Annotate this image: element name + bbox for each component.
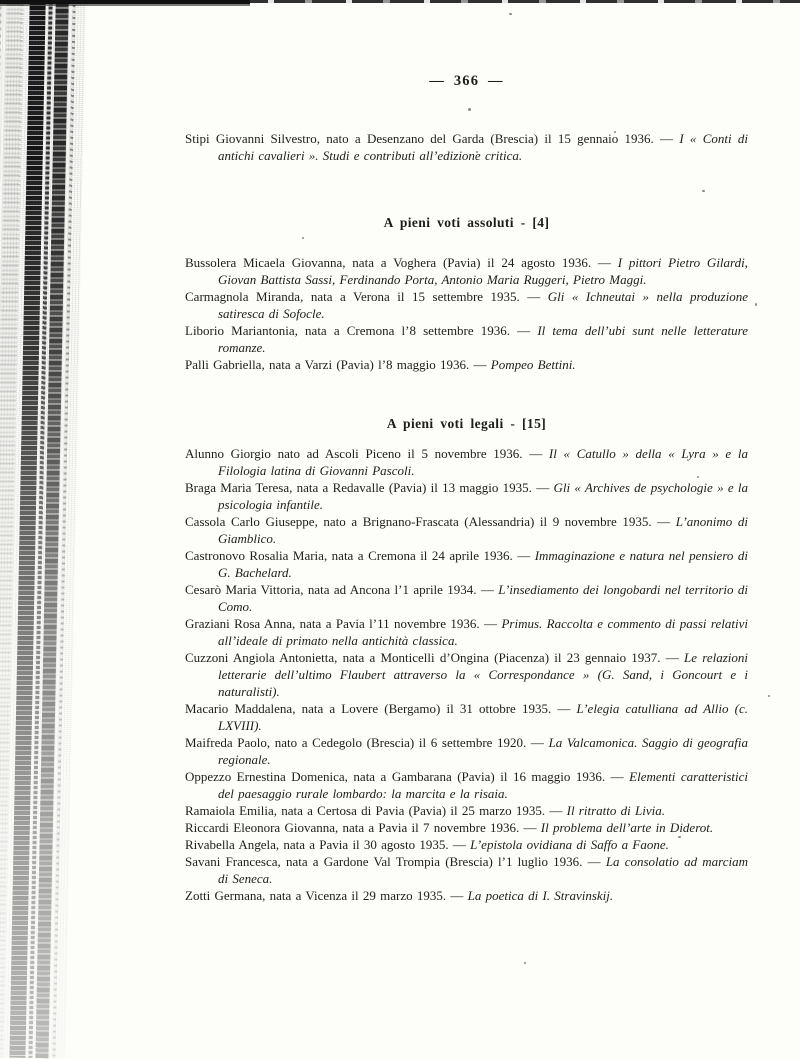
entry-title: Il ritratto di Livia. xyxy=(566,803,665,818)
thesis-entry xyxy=(185,547,748,581)
entry-list xyxy=(185,254,748,373)
thesis-entry xyxy=(185,254,748,288)
entry-text: Rivabella Angela, nata a Pavia il 30 agosto 1935. — xyxy=(185,837,471,852)
entry-title: Elementi caratteristici del paesaggio rurale lombardo: la marcita e la risaia. xyxy=(218,769,748,801)
entry-text: Macario Maddalena, nata a Lovere (Bergamo) il 31 ottobre 1935. — xyxy=(185,701,577,716)
entry-text: Ramaiola Emilia, nata a Certosa di Pavia (Pavia) il 25 marzo 1935. — xyxy=(185,803,567,818)
entry-title: Gli « Archives de psychologie » e la psicologia infantile. xyxy=(218,480,748,512)
ink-speck xyxy=(524,962,526,964)
entry-text: Maifreda Paolo, nato a Cedegolo (Brescia) il 6 settembre 1920. — xyxy=(185,735,549,750)
ink-speck xyxy=(755,303,757,306)
entry-title: L’elegia catulliana ad Allio (c. LXVIII). xyxy=(218,701,748,733)
entry-text: Cuzzoni Angiola Antonietta, nata a Monticelli d’Ongina (Piacenza) il 23 gennaio 1937. — xyxy=(185,650,685,665)
entry-text: Braga Maria Teresa, nata a Redavalle (Pavia) il 13 maggio 1935. — xyxy=(185,480,554,495)
thesis-entry xyxy=(185,853,748,887)
entry-title: Primus. Raccolta e commento di passi relativi all’ideale di primato nella antichità classica. xyxy=(218,616,749,648)
entry-text: Savani Francesca, nata a Gardone Val Trompia (Brescia) l’1 luglio 1936. — xyxy=(185,854,606,869)
entry-text: Liborio Mariantonia, nata a Cremona l’8 settembre 1936. — xyxy=(185,323,538,338)
page-content xyxy=(185,0,748,904)
entry-title: Il problema dell’arte in Diderot. xyxy=(540,820,714,835)
entry-title: Gli « Ichneutai » nella produzione satiresca di Sofocle. xyxy=(218,289,748,321)
entry-title: La consolatio ad marciam di Seneca. xyxy=(218,854,748,886)
page-number: — 366 — xyxy=(429,73,504,89)
thesis-section-assoluti xyxy=(185,214,748,373)
thesis-entry xyxy=(185,479,748,513)
thesis-entry xyxy=(185,445,748,479)
entry-text: Castronovo Rosalia Maria, nata a Cremona il 24 aprile 1936. — xyxy=(185,548,535,563)
thesis-section-lead xyxy=(185,130,748,164)
entry-title: Il « Catullo » della « Lyra » e la Filologia latina di Giovanni Pascoli. xyxy=(218,446,748,478)
entry-title: I pittori Pietro Gilardi, Giovan Battista Sassi, Ferdinando Porta, Antonio Maria Ruggeri, Pietro Maggi. xyxy=(218,255,748,287)
entry-title: L’epistola ovidiana di Saffo a Faone. xyxy=(470,837,669,852)
section-heading: A pieni voti assoluti - [4] xyxy=(383,215,550,230)
thesis-entry xyxy=(185,130,748,164)
entry-text: Stipi Giovanni Silvestro, nato a Desenzano del Garda (Brescia) il 15 gennaio 1936. — xyxy=(185,131,680,146)
entry-text: Cesarò Maria Vittoria, nata ad Ancona l’1 aprile 1934. — xyxy=(185,582,499,597)
scan-grain xyxy=(0,0,86,1059)
entry-title: I « Conti di antichi cavalieri ». Studi e contributi all’edizione critica. xyxy=(218,131,748,163)
entry-title: La Valcamonica. Saggio di geografia regionale. xyxy=(218,735,748,767)
ink-speck xyxy=(768,695,770,697)
thesis-entry xyxy=(185,734,748,768)
thesis-entry xyxy=(185,356,748,373)
entry-text: Oppezzo Ernestina Domenica, nata a Gambarana (Pavia) il 16 maggio 1936. — xyxy=(185,769,630,784)
entry-text: Palli Gabriella, nata a Varzi (Pavia) l’8 maggio 1936. — xyxy=(185,357,491,372)
thesis-entry xyxy=(185,768,748,802)
entry-text: Carmagnola Miranda, nata a Verona il 15 settembre 1935. — xyxy=(185,289,548,304)
entry-text: Bussolera Micaela Giovanna, nata a Voghera (Pavia) il 24 agosto 1936. — xyxy=(185,255,618,270)
entry-text: Cassola Carlo Giuseppe, nato a Brignano-Frascata (Alessandria) il 9 novembre 1935. — xyxy=(185,514,676,529)
thesis-entry xyxy=(185,581,748,615)
thesis-entry xyxy=(185,887,748,904)
thesis-entry xyxy=(185,802,748,819)
entry-text: Graziani Rosa Anna, nata a Pavia l’11 novembre 1936. — xyxy=(185,616,502,631)
thesis-entry xyxy=(185,322,748,356)
entry-title: Il tema dell’ubi sunt nelle letterature romanze. xyxy=(218,323,748,355)
entry-title: Pompeo Bettini. xyxy=(490,357,576,372)
entry-title: La poetica di I. Stravinskij. xyxy=(467,888,614,903)
entry-text: Alunno Giorgio nato ad Ascoli Piceno il 5 novembre 1936. — xyxy=(185,446,549,461)
thesis-entry xyxy=(185,288,748,322)
entry-text: Riccardi Eleonora Giovanna, nata a Pavia il 7 novembre 1936. — xyxy=(185,820,541,835)
thesis-entry xyxy=(185,513,748,547)
thesis-entry xyxy=(185,615,748,649)
thesis-entry xyxy=(185,836,748,853)
thesis-entry xyxy=(185,819,748,836)
entry-title: L’insediamento dei longobardi nel territorio di Como. xyxy=(218,582,748,614)
thesis-entry xyxy=(185,700,748,734)
entry-list xyxy=(185,130,748,164)
entry-text: Zotti Germana, nata a Vicenza il 29 marzo 1935. — xyxy=(185,888,468,903)
entry-title: L’anonimo di Giamblico. xyxy=(218,514,748,546)
scan-binding-band xyxy=(0,0,90,1059)
entry-title: Immaginazione e natura nel pensiero di G. Bachelard. xyxy=(218,548,748,580)
section-heading: A pieni voti legali - [15] xyxy=(386,416,547,431)
entry-title: Le relazioni letterarie dell’ultimo Flaubert attraverso la « Correspondance » (G. Sand, i Goncourt e i naturalisti). xyxy=(218,650,748,699)
entry-list xyxy=(185,445,748,904)
thesis-section-legali xyxy=(185,415,748,904)
thesis-entry xyxy=(185,649,748,700)
